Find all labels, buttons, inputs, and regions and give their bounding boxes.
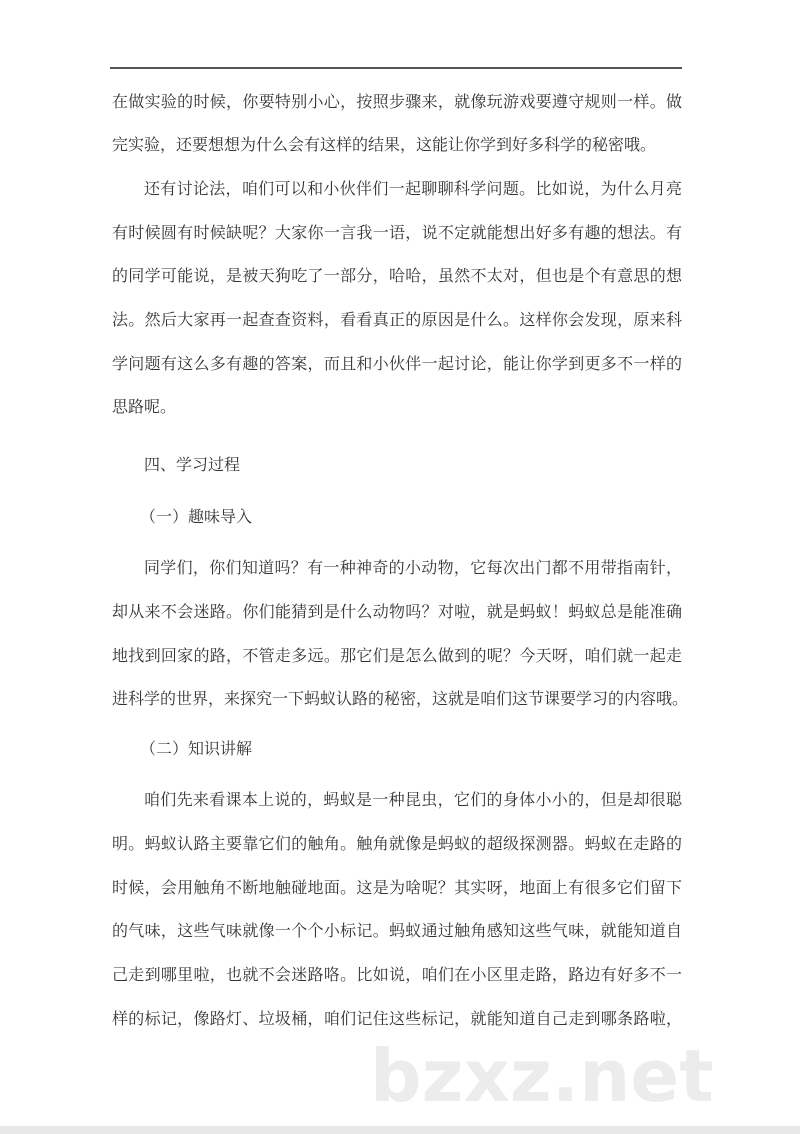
text-line: 明。蚂蚁认路主要靠它们的触角。触角就像是蚂蚁的超级探测器。蚂蚁在走路的 [112, 834, 682, 853]
text-line: 的同学可能说，是被天狗吃了一部分，哈哈，虽然不太对，但也是个有意思的想 [112, 266, 682, 285]
text-line: 样的标记，像路灯、垃圾桶，咱们记住这些标记，就能知道自己走到哪条路啦， [112, 1009, 682, 1028]
header-rule [110, 67, 682, 69]
text-line: 时候，会用触角不断地触碰地面。这是为啥呢？其实呀，地面上有很多它们留下 [112, 878, 682, 897]
text-line: 思路呢。 [112, 397, 177, 416]
watermark: bzxz.net [370, 1034, 714, 1118]
text-line: 有时候圆有时候缺呢？大家你一言我一语，说不定就能想出好多有趣的想法。有 [112, 223, 682, 242]
page-bottom-edge [0, 1126, 800, 1134]
text-line: 咱们先来看课本上说的，蚂蚁是一种昆虫，它们的身体小小的，但是却很聪 [144, 790, 682, 809]
text-line: 己走到哪里啦，也就不会迷路咯。比如说，咱们在小区里走路，路边有好多不一 [112, 965, 682, 984]
text-line: 还有讨论法，咱们可以和小伙伴们一起聊聊科学问题。比如说，为什么月亮 [144, 179, 682, 198]
text-line: 同学们，你们知道吗？有一种神奇的小动物，它每次出门都不用带指南针， [144, 558, 682, 577]
section-heading: 四、学习过程 [144, 455, 241, 474]
text-line: 进科学的世界，来探究一下蚂蚁认路的秘密，这就是咱们这节课要学习的内容哦。 [112, 689, 689, 708]
text-line: 地找到回家的路，不管走多远。那它们是怎么做到的呢？今天呀，咱们就一起走 [112, 646, 682, 665]
text-line: 学问题有这么多有趣的答案，而且和小伙伴一起讨论，能让你学到更多不一样的 [112, 354, 682, 373]
subsection-heading: （二）知识讲解 [140, 739, 253, 758]
text-line: 法。然后大家再一起查查资料，看看真正的原因是什么。这样你会发现，原来科 [112, 310, 682, 329]
text-line: 却从来不会迷路。你们能猜到是什么动物吗？对啦，就是蚂蚁！蚂蚁总是能准确 [112, 602, 682, 621]
subsection-heading: （一）趣味导入 [140, 507, 253, 526]
text-line: 完实验，还要想想为什么会有这样的结果，这能让你学到好多科学的秘密哦。 [112, 135, 657, 154]
text-line: 在做实验的时候，你要特别小心，按照步骤来，就像玩游戏要遵守规则一样。做 [112, 92, 682, 111]
text-line: 的气味，这些气味就像一个个小标记。蚂蚁通过触角感知这些气味，就能知道自 [112, 921, 682, 940]
